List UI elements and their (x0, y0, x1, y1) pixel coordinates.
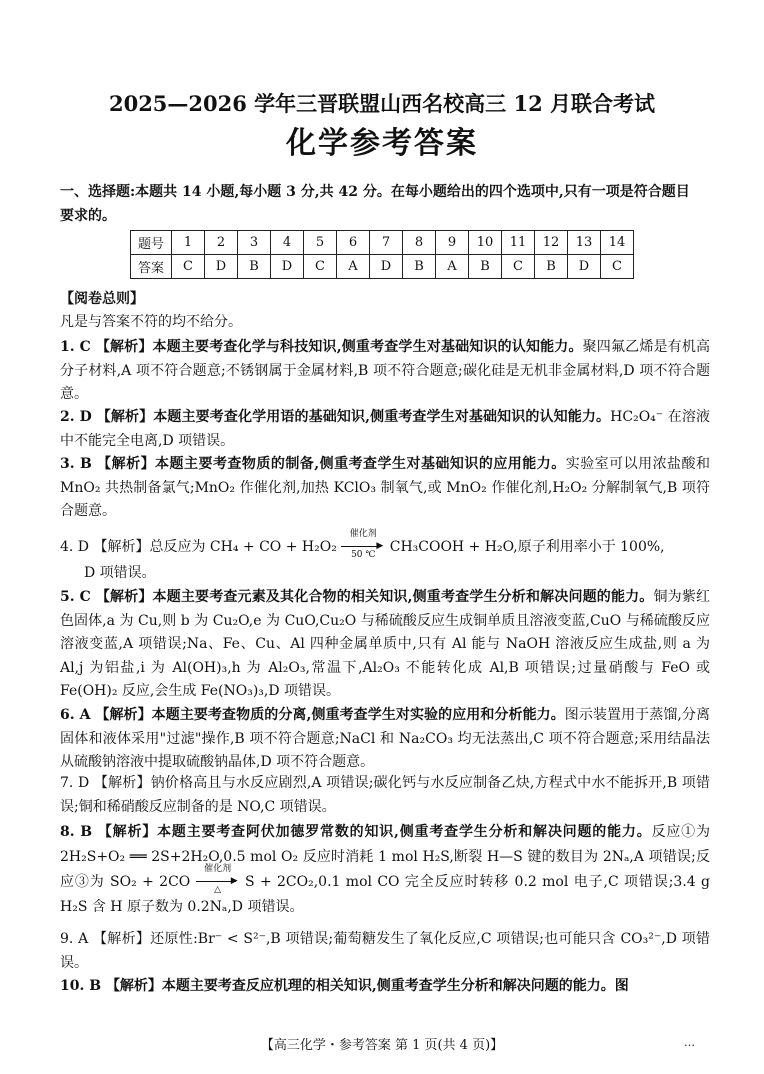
explanation-q1 (60, 336, 710, 407)
question-number-cell: 6 (337, 231, 370, 255)
catalyst-label: 催化剂 (349, 529, 377, 539)
q3-detail: 实验室可以用浓盐酸和 MnO₂ 共热制备氯气;MnO₂ 作催化剂,加热 KClO₃ 制氧气,或 MnO₂ 作催化剂,H₂O₂ 分解制氧气,B 项符合题意。 (60, 456, 710, 519)
reaction-arrow-icon: 催化剂 ▶ △ (196, 875, 240, 889)
section-1-heading: 一、选择题:本题共 14 小题,每小题 3 分,共 42 分。在每小题给出的四个选项中,只有一项是符合题目要求的。 (60, 184, 690, 224)
answer-cell: D (568, 255, 601, 279)
answer-cell: D (205, 255, 238, 279)
catalyst-label: 催化剂 (204, 864, 232, 874)
footer-ellipsis: … (684, 1036, 695, 1049)
answer-cell: A (436, 255, 469, 279)
reaction-arrow-icon: 催化剂 ▶ 50 ℃ (341, 540, 385, 554)
answer-table-row-numbers (131, 231, 634, 255)
q9-text: 9. A 【解析】还原性:Br⁻ < S²⁻,B 项错误;葡萄糖发生了氧化反应,C 项错误;也可能只含 CO₃²⁻,D 项错误。 (60, 931, 710, 971)
temperature-label: 50 ℃ (351, 550, 376, 560)
q8-detail-end: S + 2CO₂,0.1 mol CO 完全反应时转移 0.2 mol 电子,C 项错误;3.4 g H₂S 含 H 原子数为 0.2Nₐ,D 项错误。 (60, 874, 711, 915)
question-number-cell: 11 (502, 231, 535, 255)
question-number-cell: 8 (403, 231, 436, 255)
grading-rules-heading: 【阅卷总则】 (60, 291, 144, 307)
grading-rules-text: 凡是与答案不符的均不给分。 (60, 314, 242, 330)
answer-cell: C (304, 255, 337, 279)
answer-cell: D (370, 255, 403, 279)
q6-detail: 图示装置用于蒸馏,分离固体和液体采用"过滤"操作,B 项不符合题意;NaCl 和 Na₂CO₃ 均无法蒸出,C 项不符合题意;采用结晶法从硫酸钠溶液中提取硫酸钠晶体,D 项不符合题意。 (60, 707, 710, 770)
q8-summary: 8. B 【解析】本题主要考查阿伏加德罗常数的知识,侧重考查学生分析和解决问题的能力。 (60, 824, 652, 840)
explanation-q9 (60, 928, 710, 975)
answer-cell: C (502, 255, 535, 279)
question-number-cell: 13 (568, 231, 601, 255)
explanation-q5 (60, 586, 710, 704)
row-label-answer: 答案 (131, 255, 172, 279)
answer-cell: B (403, 255, 436, 279)
q5-summary: 5. C 【解析】本题主要考查元素及其化合物的相关知识,侧重考查学生分析和解决问题的能力。 (60, 589, 654, 605)
q3-summary: 3. B 【解析】本题主要考查物质的制备,侧重考查学生对基础知识的应用能力。 (60, 456, 566, 472)
explanation-q7 (60, 772, 710, 819)
question-number-cell: 5 (304, 231, 337, 255)
heat-symbol: △ (214, 885, 222, 895)
q6-summary: 6. A 【解析】本题主要考查物质的分离,侧重考查学生对实验的应用和分析能力。 (60, 707, 565, 723)
explanation-q6 (60, 704, 710, 775)
q7-text: 7. D 【解析】钠价格高且与水反应剧烈,A 项错误;碳化钙与水反应制备乙炔,方程式中水不能拆开,B 项错误;铜和稀硝酸反应制备的是 NO,C 项错误。 (60, 775, 710, 815)
question-number-cell: 4 (271, 231, 304, 255)
q1-summary: 1. C 【解析】本题主要考查化学与科技知识,侧重考查学生对基础知识的认知能力。 (60, 339, 583, 355)
answer-cell: B (238, 255, 271, 279)
answer-cell: C (172, 255, 205, 279)
q2-summary: 2. D 【解析】本题主要考查化学用语的基础知识,侧重考查学生对基础知识的认知能力。 (60, 409, 611, 425)
q4-text-b: CH₃COOH + H₂O,原子利用率小于 100%, (389, 539, 665, 555)
explanation-q2 (60, 406, 710, 453)
explanation-q8 (60, 820, 710, 920)
page-footer: 【高三化学・参考答案 第 1 页(共 4 页)】 (260, 1038, 504, 1053)
answer-cell: B (469, 255, 502, 279)
q8-detail: 反应①为 2H₂S+O₂ ══ 2S+2H₂O,0.5 mol O₂ 反应时消耗 1 mol H₂S,断裂 H—S 键的数目为 2Nₐ,A 项错误;反应③为 SO₂ + 2CO (60, 824, 710, 890)
question-number-cell: 10 (469, 231, 502, 255)
question-number-cell: 2 (205, 231, 238, 255)
question-number-cell: 12 (535, 231, 568, 255)
answer-cell: B (535, 255, 568, 279)
q5-detail: 铜为紫红色固体,a 为 Cu,则 b 为 Cu₂O,e 为 CuO,Cu₂O 与稀硫酸反应生成铜单质且溶液变蓝,CuO 与稀硫酸反应溶液变蓝,A 项错误;Na、Fe、Cu、Al 四种金属单质中,只有 Al 能与 NaOH 溶液反应生成盐,则 a 为 Al,j 为铝盐,i 为 Al(OH)₃,h 为 Al₂O₃,常温下,Al₂O₃ 不能转化成 Al,B 项错误;过量硝酸与 FeO 或 Fe(OH)₂ 反应,会生成 Fe(NO₃)₃,D 项错误。 (60, 589, 710, 699)
q1-detail: 聚四氟乙烯是有机高分子材料,A 项不符合题意;不锈钢属于金属材料,B 项不符合题意;碳化硅是无机非金属材料,D 项不符合题意。 (60, 339, 710, 402)
q10-text: 10. B 【解析】本题主要考查反应机理的相关知识,侧重考查学生分析和解决问题的能力。图 (60, 978, 629, 994)
question-number-cell: 9 (436, 231, 469, 255)
q4-text-a: 4. D 【解析】总反应为 CH₄ + CO + H₂O₂ (60, 539, 337, 555)
explanation-q10 (60, 975, 710, 999)
question-number-cell: 3 (238, 231, 271, 255)
question-number-cell: 1 (172, 231, 205, 255)
answer-table-row-answers (131, 255, 634, 279)
exam-title: 2025—2026 学年三晋联盟山西名校高三 12 月联合考试 (108, 91, 656, 116)
explanation-q3 (60, 453, 710, 524)
answer-cell: D (271, 255, 304, 279)
answer-cell: A (337, 255, 370, 279)
page-title: 化学参考答案 (286, 126, 478, 161)
answer-cell: C (601, 255, 634, 279)
question-number-cell: 14 (601, 231, 634, 255)
question-number-cell: 7 (370, 231, 403, 255)
q2-detail: HC₂O₄⁻ 在溶液中不能完全电离,D 项错误。 (60, 409, 710, 449)
row-label-question: 题号 (131, 231, 172, 255)
answer-table (130, 230, 634, 279)
explanation-q4 (60, 529, 710, 586)
q4-text-c: D 项错误。 (84, 565, 156, 581)
